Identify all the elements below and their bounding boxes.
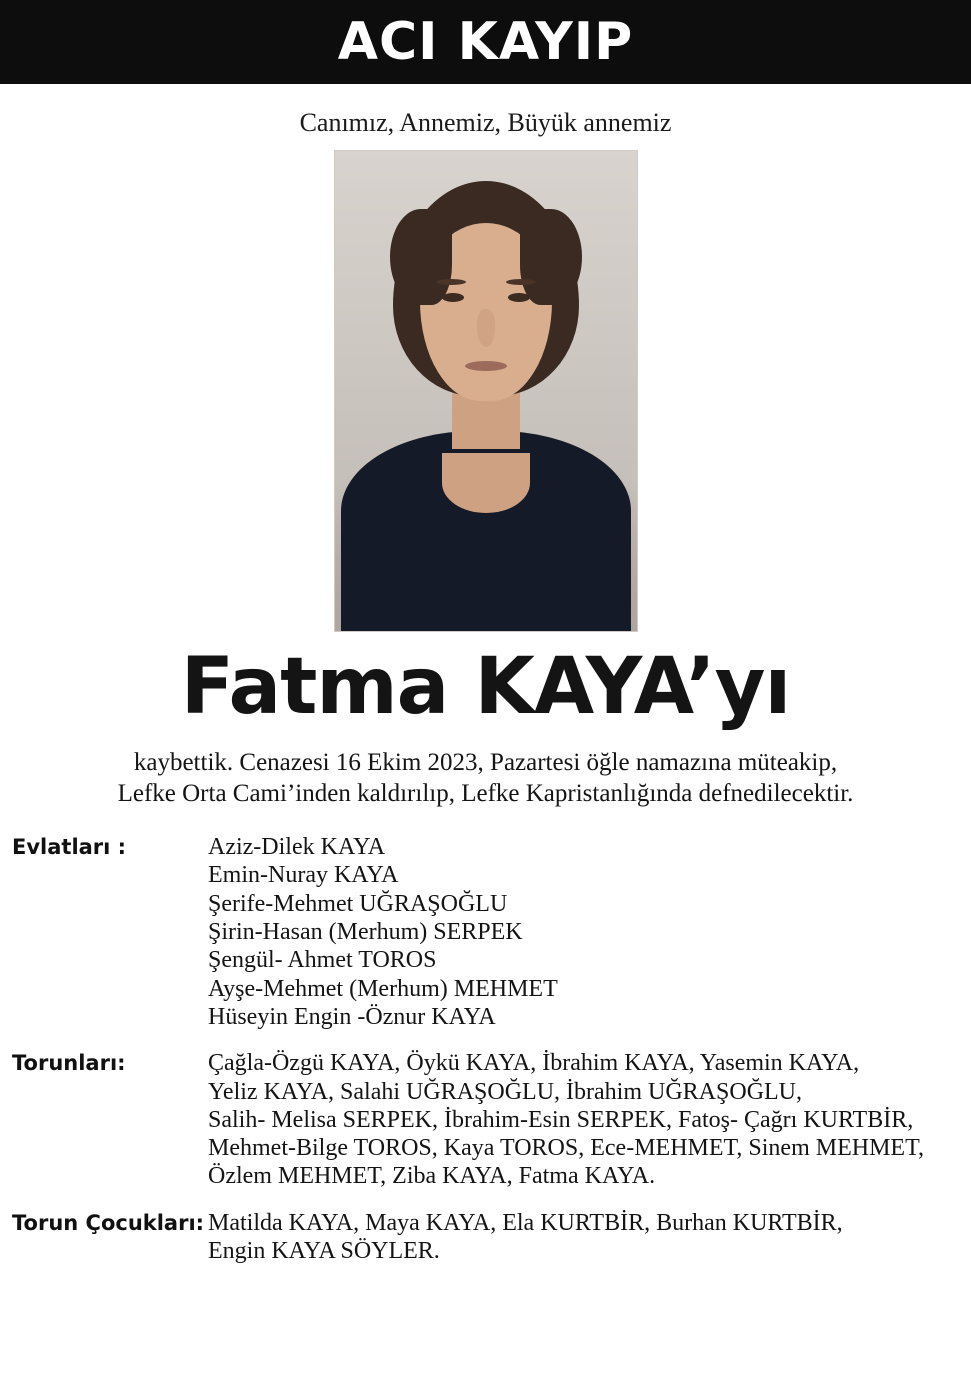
portrait-mouth — [465, 361, 507, 371]
list-item: Mehmet-Bilge TOROS, Kaya TOROS, Ece-MEHMET, Sinem MEHMET, — [208, 1135, 924, 1162]
section-grandchildren-body — [208, 1049, 959, 1191]
banner-title: ACI KAYIP — [337, 12, 634, 72]
funeral-details — [46, 748, 925, 809]
portrait-brow-left — [436, 279, 466, 285]
list-item: Şirin-Hasan (Merhum) SERPEK — [208, 918, 523, 945]
list-item: Matilda KAYA, Maya KAYA, Ela KURTBİR, Burhan KURTBİR, — [208, 1209, 843, 1236]
section-children-label: Evlatları : — [12, 835, 127, 859]
portrait-hair-left — [390, 209, 452, 305]
portrait-brow-right — [506, 279, 536, 285]
list-item: Salih- Melisa SERPEK, İbrahim-Esin SERPEK, Fatoş- Çağrı KURTBİR, — [208, 1106, 914, 1133]
section-grandchildren-label: Torunları: — [12, 1051, 126, 1076]
portrait-container — [0, 150, 971, 632]
portrait-collar — [442, 453, 530, 513]
list-item: Aziz-Dilek KAYA — [208, 834, 386, 860]
section-children-body — [208, 833, 959, 1031]
portrait-nose — [477, 309, 495, 347]
list-item: Çağla-Özgü KAYA, Öykü KAYA, İbrahim KAYA, Yasemin KAYA, — [208, 1050, 860, 1077]
portrait-hair-right — [520, 209, 582, 305]
kicker-text: Canımız, Annemiz, Büyük annemiz — [299, 108, 672, 137]
section-children — [12, 833, 959, 1031]
list-item: Yeliz KAYA, Salahi UĞRAŞOĞLU, İbrahim UĞRAŞOĞLU, — [208, 1078, 803, 1105]
section-great-grandchildren-body — [208, 1209, 959, 1266]
list-item: Engin KAYA SÖYLER. — [208, 1238, 440, 1265]
header-banner — [0, 0, 971, 84]
portrait-eye-left — [442, 293, 464, 302]
list-item: Özlem MEHMET, Ziba KAYA, Fatma KAYA. — [208, 1163, 656, 1190]
relatives-sections — [12, 833, 959, 1283]
section-great-grandchildren — [12, 1209, 959, 1266]
list-item: Şengül- Ahmet TOROS — [208, 947, 437, 974]
portrait-eye-right — [508, 293, 530, 302]
list-item: Ayşe-Mehmet (Merhum) MEHMET — [208, 975, 558, 1002]
list-item: Şerife-Mehmet UĞRAŞOĞLU — [208, 890, 508, 917]
funeral-details-line-1: kaybettik. Cenazesi 16 Ekim 2023, Pazartesi öğle namazına müteakip, — [133, 749, 838, 776]
portrait-photo — [334, 150, 638, 632]
section-great-grandchildren-label: Torun Çocukları: — [12, 1210, 205, 1235]
funeral-details-line-2: Lefke Orta Cami’inden kaldırılıp, Lefke Kapristanlığında defnedilecektir. — [117, 779, 854, 807]
section-grandchildren — [12, 1049, 959, 1191]
list-item: Emin-Nuray KAYA — [208, 862, 399, 889]
deceased-name: Fatma KAYA’yı — [180, 642, 791, 732]
list-item: Hüseyin Engin -Öznur KAYA — [208, 1003, 496, 1030]
